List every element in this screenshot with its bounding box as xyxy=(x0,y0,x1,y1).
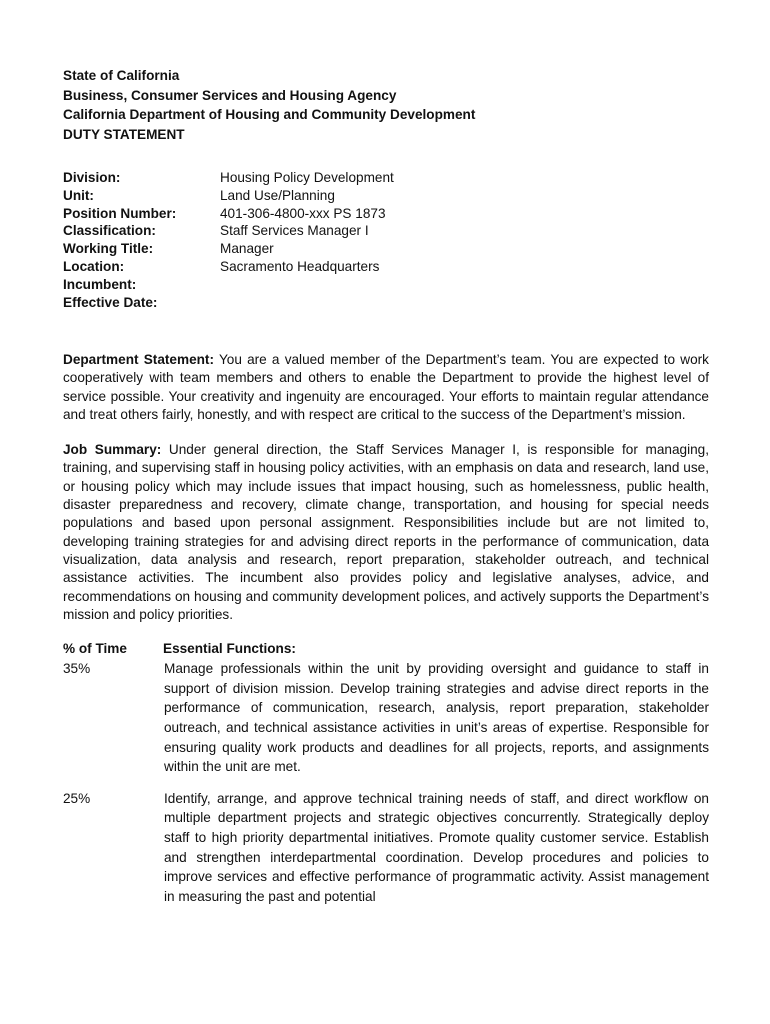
function-percent: 25% xyxy=(63,790,91,806)
field-value: 401-306-4800-xxx PS 1873 xyxy=(220,205,386,221)
header-state: State of California xyxy=(63,68,180,83)
functions-header xyxy=(63,641,709,659)
field-label: Location: xyxy=(63,259,125,274)
job-summary-label: Job Summary: xyxy=(63,442,162,458)
duty-statement-page xyxy=(63,66,709,906)
field-label: Effective Date: xyxy=(63,294,158,310)
job-summary-text: Under general direction, the Staff Services Manager I, is responsible for managing, training, and supervising staff in housing policy activities, with an emphasis on data and research, land use, or housing policy which may include issues that impact housing, such as homelessness, public health, disaster preparedness and recovery, climate change, transportation, and housing for special needs populations and based upon personal assignment. Responsibilities include but are not limited to, developing training strategies for and advising direct reports in the performance of communication, data visualization, data analysis and research, report preparation, stakeholder outreach, and technical assistance activities. The incumbent also provides policy and legislative analyses, advice, and recommendations on housing and community development polices, and actively supports the Department’s mission and policy priorities. xyxy=(63,442,709,622)
field-label: Position Number: xyxy=(63,205,177,221)
field-value: Land Use/Planning xyxy=(220,187,335,203)
function-description: Identify, arrange, and approve technical training needs of staff, and direct workflow on multiple department projects and strategic objectives concurrently. Strategically deploy staff to high priority departmental initiatives. Promote quality customer service. Establish and strengthen interdepartmental coordination. Develop procedures and policies to improve services and effective performance of programmatic activity. Assist management in measuring the past and potential xyxy=(164,790,709,904)
header-agency: Business, Consumer Services and Housing Agency xyxy=(63,87,397,103)
field-value: Housing Policy Development xyxy=(220,170,394,185)
field-value: Staff Services Manager I xyxy=(220,223,369,239)
department-statement-label: Department Statement: xyxy=(63,352,214,367)
function-percent: 35% xyxy=(63,661,91,677)
field-label: Incumbent: xyxy=(63,276,137,292)
field-label: Unit: xyxy=(63,187,94,203)
essential-functions-heading: Essential Functions: xyxy=(163,641,296,657)
header-doc-title: DUTY STATEMENT xyxy=(63,126,185,142)
field-label: Classification: xyxy=(63,223,156,239)
function-description: Manage professionals within the unit by providing oversight and guidance to staff in support of division mission. Develop training strategies and advise direct reports in the performance of communication, research, analysis, report preparation, stakeholder outreach, and technical assistance activities in unit’s areas of expertise. Responsible for ensuring quality work products and deadlines for all projects, reports, and assignments within the unit are met. xyxy=(164,661,709,775)
field-label: Working Title: xyxy=(63,241,154,257)
function-item xyxy=(63,789,709,907)
field-value: Sacramento Headquarters xyxy=(220,259,380,274)
department-statement xyxy=(63,351,709,424)
function-item xyxy=(63,659,709,777)
field-label: Division: xyxy=(63,170,121,185)
department-statement-text: You are a valued member of the Department’s team. You are expected to work cooperatively with team members and others to enable the Department to provide the highest level of service possible. Your creativity and ingenuity are encouraged. Your efforts to maintain regular attendance and treat others fairly, honestly, and with respect are critical to the success of the Department’s mission. xyxy=(63,352,709,422)
position-fields xyxy=(63,169,709,309)
document-header xyxy=(63,66,709,144)
header-department: California Department of Housing and Community Development xyxy=(63,107,476,122)
field-value: Manager xyxy=(220,241,274,257)
percent-time-heading: % of Time xyxy=(63,641,127,657)
job-summary xyxy=(63,441,709,624)
